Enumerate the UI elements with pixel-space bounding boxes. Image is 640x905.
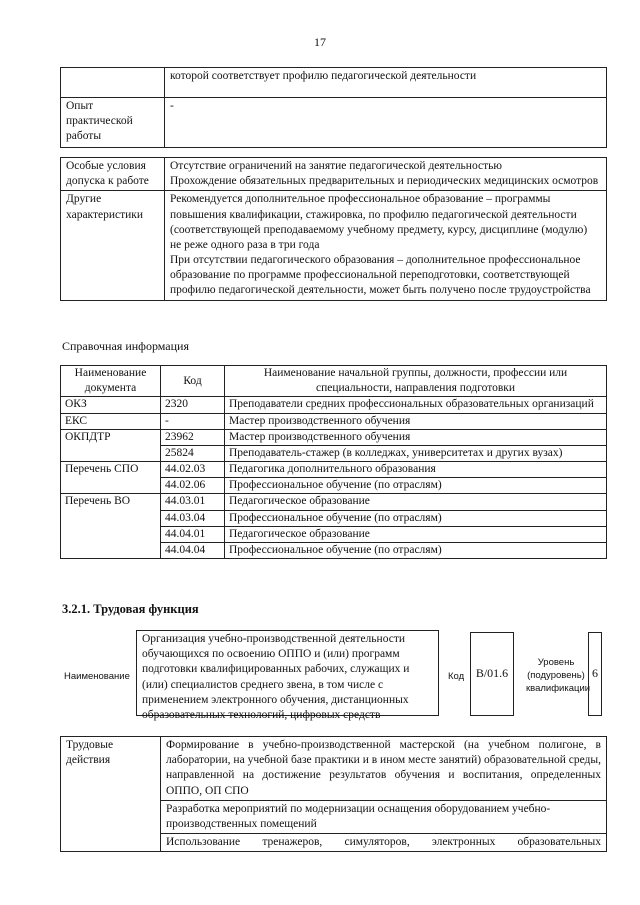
doc-position: Преподаватель-стажер (в колледжах, университетах и других вузах) (225, 445, 607, 461)
doc-position: Педагогическое образование (225, 494, 607, 510)
labor-action-item: Формирование в учебно-производственной мастерской (на учебном полигоне, в лаборатории, на учебной базе практики и в ином месте занятий) образовательной среды, направленной на достижение результатов обучения и воспитания, определенных ОППО, ОП СПО (161, 737, 607, 801)
doc-name: ОКПДТР (61, 429, 161, 461)
doc-code: 44.03.01 (161, 494, 225, 510)
conditions-label: Особые условия допуска к работе (61, 158, 165, 191)
doc-code: 44.04.01 (161, 526, 225, 542)
doc-name: ОКЗ (61, 397, 161, 413)
doc-code: 44.02.03 (161, 462, 225, 478)
doc-code: 25824 (161, 445, 225, 461)
conditions-line: Прохождение обязательных предварительных и периодических медицинских осмотров (170, 175, 599, 188)
conditions-line: Отсутствие ограничений на занятие педагогической деятельностью (170, 160, 502, 172)
page-number: 17 (314, 35, 326, 49)
doc-name: Перечень СПО (61, 462, 161, 494)
doc-position: Профессиональное обучение (по отраслям) (225, 478, 607, 494)
other-label: Другие характеристики (61, 191, 165, 300)
doc-name: ЕКС (61, 413, 161, 429)
experience-label: Опыт практической работы (61, 98, 165, 148)
doc-position: Мастер производственного обучения (225, 413, 607, 429)
code-label: Код (448, 671, 465, 682)
function-code-value: B/01.6 (470, 632, 514, 716)
level-label: Уровень (подуровень) квалификации (526, 657, 591, 694)
reference-table (60, 365, 607, 559)
doc-position: Преподаватели средних профессиональных образовательных организаций (225, 397, 607, 413)
other-line: Рекомендуется дополнительное профессиональное образование – программы повышения квалификации, стажировка, по профилю педагогической деятельности (соответствующей преподаваемому учебному предмету, курсу, дисциплине (модулю) не реже одного раза в три года (170, 193, 588, 251)
empty-cell (61, 68, 165, 98)
education-continuation: которой соответствует профилю педагогической деятельности (165, 68, 607, 98)
other-line: При отсутствии педагогического образования – дополнительное профессиональное образование по программе профессиональной переподготовки, соответствующей профилю педагогической деятельности, может быть получено после трудоустройства (170, 254, 591, 297)
doc-name: Перечень ВО (61, 494, 161, 559)
header-name: Наименование начальной группы, должности, профессии или специальности, направления подготовки (225, 366, 607, 397)
labor-function-title: 3.2.1. Трудовая функция (62, 602, 199, 616)
doc-position: Педагогическое образование (225, 526, 607, 542)
requirements-table-continued (60, 67, 607, 148)
doc-code: - (161, 413, 225, 429)
doc-code: 44.04.04 (161, 542, 225, 558)
function-name-value: Организация учебно-производственной деятельности обучающихся по освоению ОППО и (или) программ подготовки квалифицированных рабочих, служащих и (или) специалистов среднего звена, в том числе с применением электронного обучения, дистанционных образовательных технологий, цифровых средств (136, 630, 439, 716)
other-value (165, 191, 607, 300)
doc-position: Профессиональное обучение (по отраслям) (225, 510, 607, 526)
level-value: 6 (588, 632, 602, 716)
doc-position: Мастер производственного обучения (225, 429, 607, 445)
doc-position: Педагогика дополнительного образования (225, 462, 607, 478)
experience-value: - (165, 98, 607, 148)
name-label: Наименование (64, 671, 130, 682)
conditions-table (60, 157, 607, 301)
labor-actions-table (60, 736, 607, 852)
header-code: Код (161, 366, 225, 397)
doc-code: 2320 (161, 397, 225, 413)
reference-title: Справочная информация (62, 339, 189, 353)
labor-action-item: Разработка мероприятий по модернизации оснащения оборудованием учебно-производственных помещений (161, 800, 607, 833)
labor-action-item: Использование тренажеров, симуляторов, электронных образовательных (161, 834, 607, 852)
header-document: Наименование документа (61, 366, 161, 397)
conditions-value (165, 158, 607, 191)
doc-code: 44.03.04 (161, 510, 225, 526)
doc-code: 44.02.06 (161, 478, 225, 494)
doc-code: 23962 (161, 429, 225, 445)
doc-position: Профессиональное обучение (по отраслям) (225, 542, 607, 558)
labor-actions-label: Трудовые действия (61, 737, 161, 852)
